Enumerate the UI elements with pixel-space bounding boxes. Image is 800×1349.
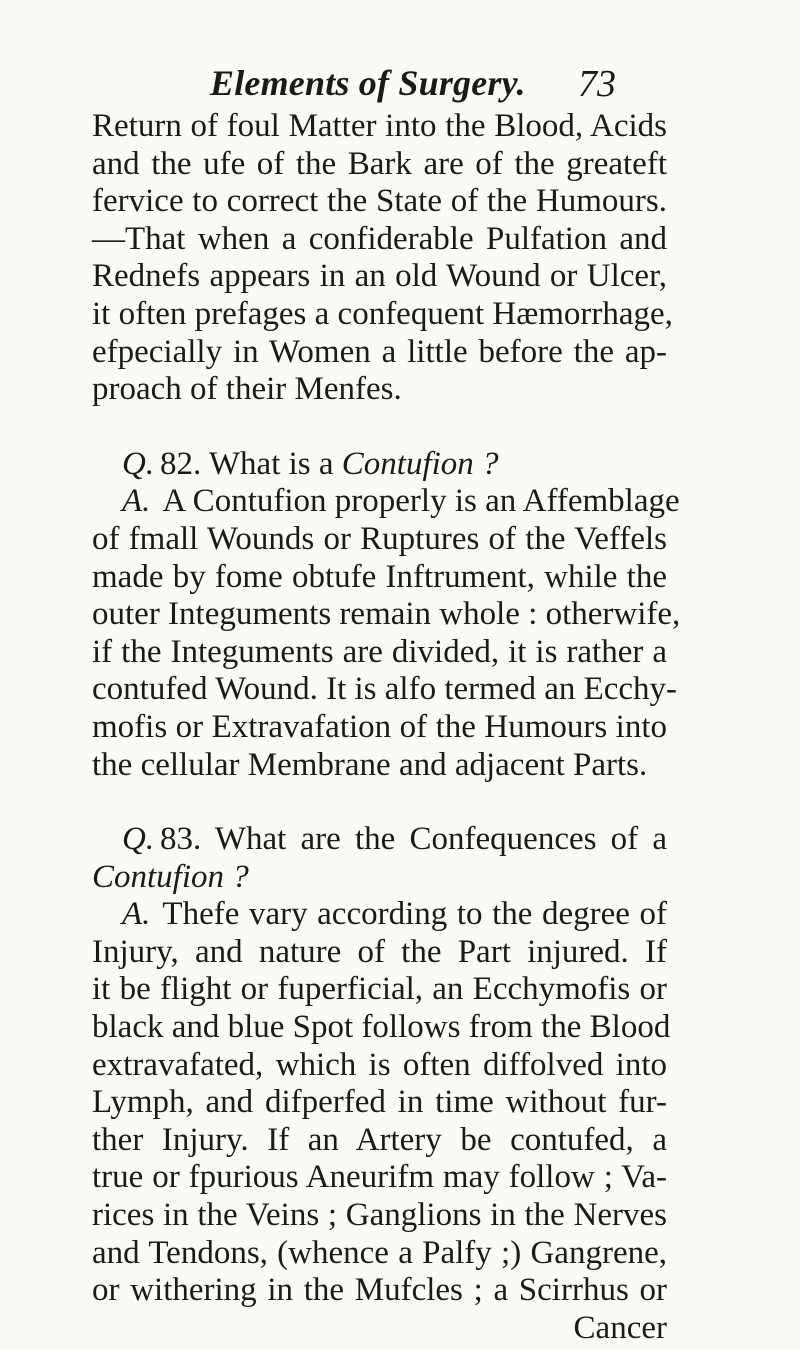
text-line: extravafated, which is often diffolved into [92,1046,667,1083]
text-line: Return of foul Matter into the Blood, Acids [92,108,667,144]
text-line: of fmall Wounds or Ruptures of the Veffels [92,520,667,557]
text-line: contufed Wound. It is alfo termed an Ecchy- [92,671,678,708]
text-line: and Tendons, (whence a Palfy ;) Gangrene, [92,1234,667,1271]
answer-82-first-line [92,483,680,521]
text-line: and the ufe of the Bark are of the greateft [92,145,667,182]
answer-marker: A. [122,483,151,520]
text-line: Lymph, and difperfed in time without fur- [92,1084,667,1121]
text-line: —That when a confiderable Pulfation and [92,220,667,257]
question-82 [92,446,667,484]
answer-83-first-line [92,896,667,934]
page-header [210,62,630,106]
text-line: black and blue Spot follows from the Blood [92,1009,671,1046]
paragraph-gap [92,784,667,821]
running-title: Elements of Surgery. [210,63,526,103]
answer-text: Thefe vary according to the degree of [162,896,667,933]
text-line: made by fome obtufe Inftrument, while the [92,558,667,595]
question-term: Contufion ? [341,445,499,482]
text-line: it be flight or fuperficial, an Ecchymofis or [92,971,667,1008]
answer-marker: A. [122,896,151,933]
question-term: Contufion ? [92,858,249,895]
question-marker: Q. [122,445,155,482]
paragraph-gap [92,409,667,446]
text-line: if the Integuments are divided, it is rather a [92,633,667,670]
question-text: 82. What is a [160,445,342,482]
text-line: proach of their Menfes. [92,371,402,408]
text-line: true or fpurious Aneurifm may follow ; Va- [92,1159,667,1196]
text-line: fervice to correct the State of the Humours. [92,183,667,220]
question-text: 83. What are the Confequences of a [160,821,667,858]
body-text [92,108,681,1347]
text-line: outer Integuments remain whole : otherwife, [92,596,681,633]
question-marker: Q. [122,821,155,858]
text-line: the cellular Membrane and adjacent Parts. [92,746,648,783]
text-line: or withering in the Mufcles ; a Scirrhus or [92,1272,667,1309]
text-line: ther Injury. If an Artery be contufed, a [92,1121,667,1158]
question-83 [92,821,667,859]
text-line: rices in the Veins ; Ganglions in the Nerves [92,1197,667,1234]
page-number: 73 [578,63,616,105]
text-line: it often prefages a confequent Hæmorrhage, [92,295,673,332]
text-line: Injury, and nature of the Part injured. If [92,933,667,970]
text-line: efpecially in Women a little before the ap- [92,333,667,370]
text-line: mofis or Extravafation of the Humours into [92,708,667,745]
text-line: Rednefs appears in an old Wound or Ulcer, [92,258,667,295]
answer-text: A Contufion properly is an Affemblage [162,483,680,520]
catchword: Cancer [573,1309,667,1346]
